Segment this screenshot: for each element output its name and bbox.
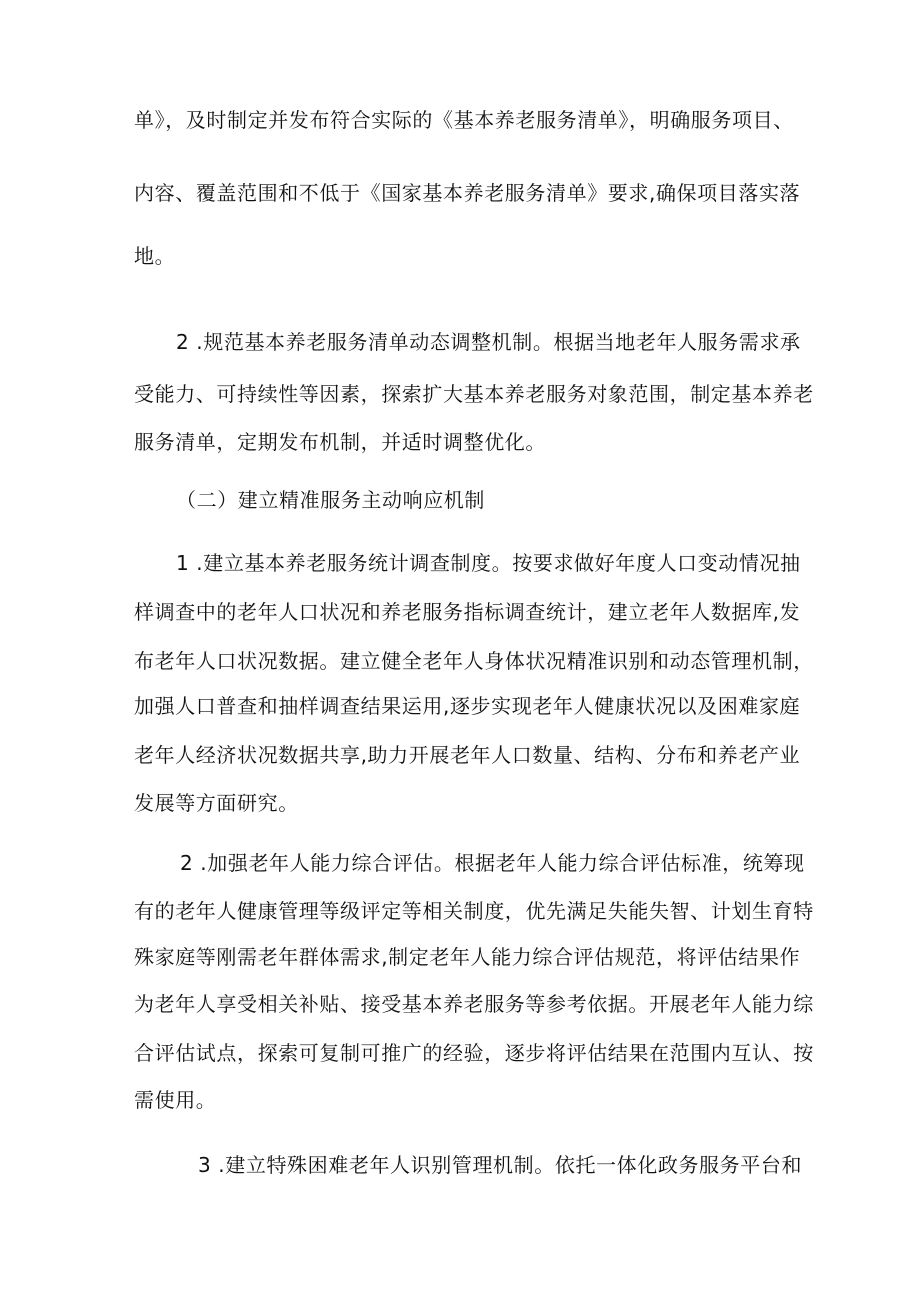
paragraph-line: 布老年人口状况数据。建立健全老年人身体状况精准识别和动态管理机制， — [134, 649, 814, 673]
paragraph-line: 1 .建立基本养老服务统计调查制度。按要求做好年度人口变动情况抽 — [176, 551, 801, 575]
paragraph-line: 单》，及时制定并发布符合实际的《基本养老服务清单》，明确服务项目、 — [134, 108, 794, 132]
paragraph-line: 有的老年人健康管理等级评定等相关制度，优先满足失能失智、计划生育特 — [134, 899, 814, 923]
paragraph-line: 老年人经济状况数据共享,助力开展老年人口数量、结构、分布和养老产业 — [134, 743, 801, 767]
paragraph-line: 2 .加强老年人能力综合评估。根据老年人能力综合评估标准，统筹现 — [180, 851, 805, 875]
paragraph-line: 样调查中的老年人口状况和养老服务指标调查统计，建立老年人数据库,发 — [134, 600, 801, 624]
paragraph-line: 受能力、可持续性等因素，探索扩大基本养老服务对象范围，制定基本养老 — [134, 382, 814, 406]
paragraph-line: 2 .规范基本养老服务清单动态调整机制。根据当地老年人服务需求承 — [176, 330, 801, 354]
paragraph-line: 发展等方面研究。 — [134, 791, 299, 815]
paragraph-line: 为老年人享受相关补贴、接受基本养老服务等参考依据。开展老年人能力综 — [134, 992, 814, 1016]
paragraph-line: 地。 — [134, 244, 176, 268]
paragraph-line: 3 .建立特殊困难老年人识别管理机制。依托一体化政务服务平台和 — [198, 1153, 803, 1177]
paragraph-line: 殊家庭等刚需老年群体需求,制定老年人能力综合评估规范，将评估结果作 — [134, 945, 801, 969]
paragraph-line: 需使用。 — [134, 1088, 217, 1112]
paragraph-line: 合评估试点，探索可复制可推广的经验，逐步将评估结果在范围内互认、按 — [134, 1041, 814, 1065]
paragraph-line: 加强人口普查和抽样调查结果运用,逐步实现老年人健康状况以及困难家庭 — [134, 694, 801, 718]
section-heading: （二）建立精准服务主动响应机制 — [176, 488, 485, 512]
paragraph-line: 服务清单，定期发布机制，并适时调整优化。 — [134, 430, 546, 454]
paragraph-line: 内容、覆盖范围和不低于《国家基本养老服务清单》要求,确保项目落实落 — [134, 181, 801, 205]
